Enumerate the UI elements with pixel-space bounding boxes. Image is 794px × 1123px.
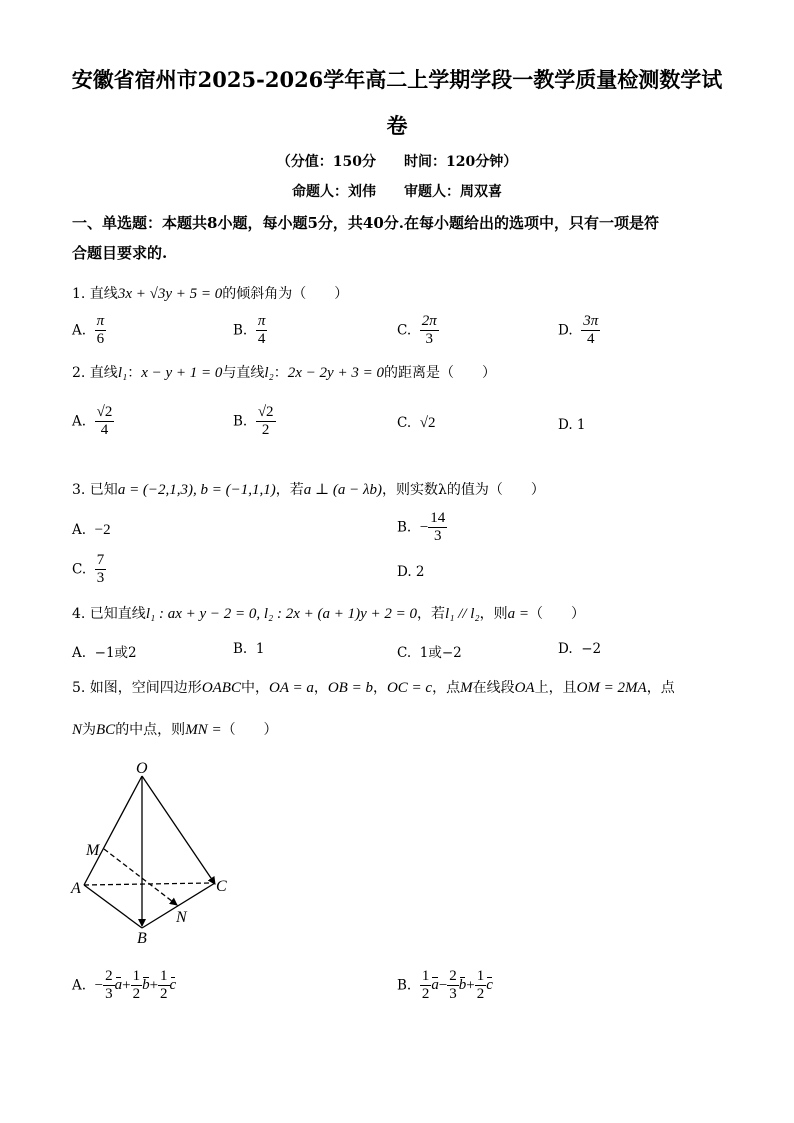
edge-AB xyxy=(84,885,142,928)
q3-condition: a ⊥ (a − λb) xyxy=(303,482,382,498)
q2-option-d[interactable]: D. 1 xyxy=(558,417,586,433)
question-4: 4. 已知直线l₁ : ax + y − 2 = 0, l₂ : 2x + (a + 1)y + 2 = 0，若l₁ // l₂，则a =（ ） xyxy=(72,606,586,622)
segment-MN xyxy=(104,849,177,905)
q4-option-c[interactable]: C. 1或−2 xyxy=(397,645,462,661)
question-3: 3. 已知a = (−2,1,3), b = (−1,1,1)，若a ⊥ (a − λb)，则实数λ的值为（ ） xyxy=(72,482,545,498)
q2-line2-equation: 2x − 2y + 3 = 0 xyxy=(287,365,384,381)
q1-option-b[interactable]: B. $\frac{\pi}{4}$ xyxy=(233,313,266,348)
q3-vectors: a = (−2,1,3), b = (−1,1,1) xyxy=(117,482,276,498)
label-B: B xyxy=(137,930,147,947)
q3-option-d[interactable]: D. 2 xyxy=(397,564,425,580)
label-A: A xyxy=(71,880,81,897)
label-N: N xyxy=(176,909,187,926)
section-heading-line1: 一、单选题：本题共8小题，每小题5分，共40分.在每小题给出的选项中，只有一项是符 xyxy=(72,214,659,232)
score-time: （分值：150分 时间：120分钟） xyxy=(276,154,518,170)
page-title-line1: 安徽省宿州市2025-2026学年高二上学期学段一教学质量检测数学试 xyxy=(71,67,723,92)
label-O: O xyxy=(136,760,148,777)
q4-option-d[interactable]: D. −2 xyxy=(558,641,602,657)
q4-option-a[interactable]: A. −1或2 xyxy=(72,645,137,661)
q4-option-b[interactable]: B. 1 xyxy=(233,641,265,657)
q3-option-c[interactable]: C. $\frac{7}{3}$ xyxy=(72,552,105,587)
section-heading-line2: 合题目要求的. xyxy=(72,244,168,262)
q1-option-a[interactable]: A. $\frac{\pi}{6}$ xyxy=(72,313,105,348)
authors: 命题人：刘伟 审题人：周双喜 xyxy=(292,184,502,200)
q2-option-b[interactable]: B. $\frac{√2}{2}$ xyxy=(233,404,274,439)
q2-option-c[interactable]: C. √2 xyxy=(397,415,436,431)
q1-equation: 3x + √3y + 5 = 0 xyxy=(117,286,223,302)
q4-lines: l₁ : ax + y − 2 = 0, l₂ : 2x + (a + 1)y + 2 = 0 xyxy=(145,606,418,622)
q5-option-a[interactable]: A. − $\frac{2}{3}$ a+ $\frac{1}{2}$ b+ $\frac{1}{2}$ c xyxy=(72,968,177,1003)
label-M: M xyxy=(86,842,100,859)
q4-condition: l₁ // l₂ xyxy=(445,606,480,622)
q2-line1-equation: x − y + 1 = 0 xyxy=(141,365,223,381)
q3-option-b[interactable]: B. − $\frac{14}{3}$ xyxy=(397,510,446,545)
label-C: C xyxy=(216,878,227,895)
q1-option-d[interactable]: D. $\frac{3\pi}{4}$ xyxy=(558,313,599,348)
q1-option-c[interactable]: C. $\frac{2\pi}{3}$ xyxy=(397,313,437,348)
page-title-line2: 卷 xyxy=(386,113,408,138)
question-5-line2: N为BC的中点，则MN =（ ） xyxy=(72,722,278,738)
edge-OA xyxy=(84,776,142,885)
question-2: 2. 直线l₁：x − y + 1 = 0与直线l₂：2x − 2y + 3 = 0的距离是（ ） xyxy=(72,365,496,381)
edge-AC xyxy=(84,883,210,885)
q2-option-a[interactable]: A. $\frac{√2}{4}$ xyxy=(72,404,113,439)
question-1: 1. 直线3x + √3y + 5 = 0的倾斜角为（ ） xyxy=(72,286,349,302)
edge-OC xyxy=(142,776,215,884)
tetrahedron-figure xyxy=(60,752,250,952)
q3-option-a[interactable]: A. −2 xyxy=(72,522,111,538)
q5-option-b[interactable]: B. $\frac{1}{2}$ a− $\frac{2}{3}$ b+ $\frac{1}{2}$ c xyxy=(397,968,493,1003)
question-5-line1: 5. 如图，空间四边形OABC中，OA = a，OB = b，OC = c，点M在线段OA上，且OM = 2MA，点 xyxy=(72,680,675,696)
